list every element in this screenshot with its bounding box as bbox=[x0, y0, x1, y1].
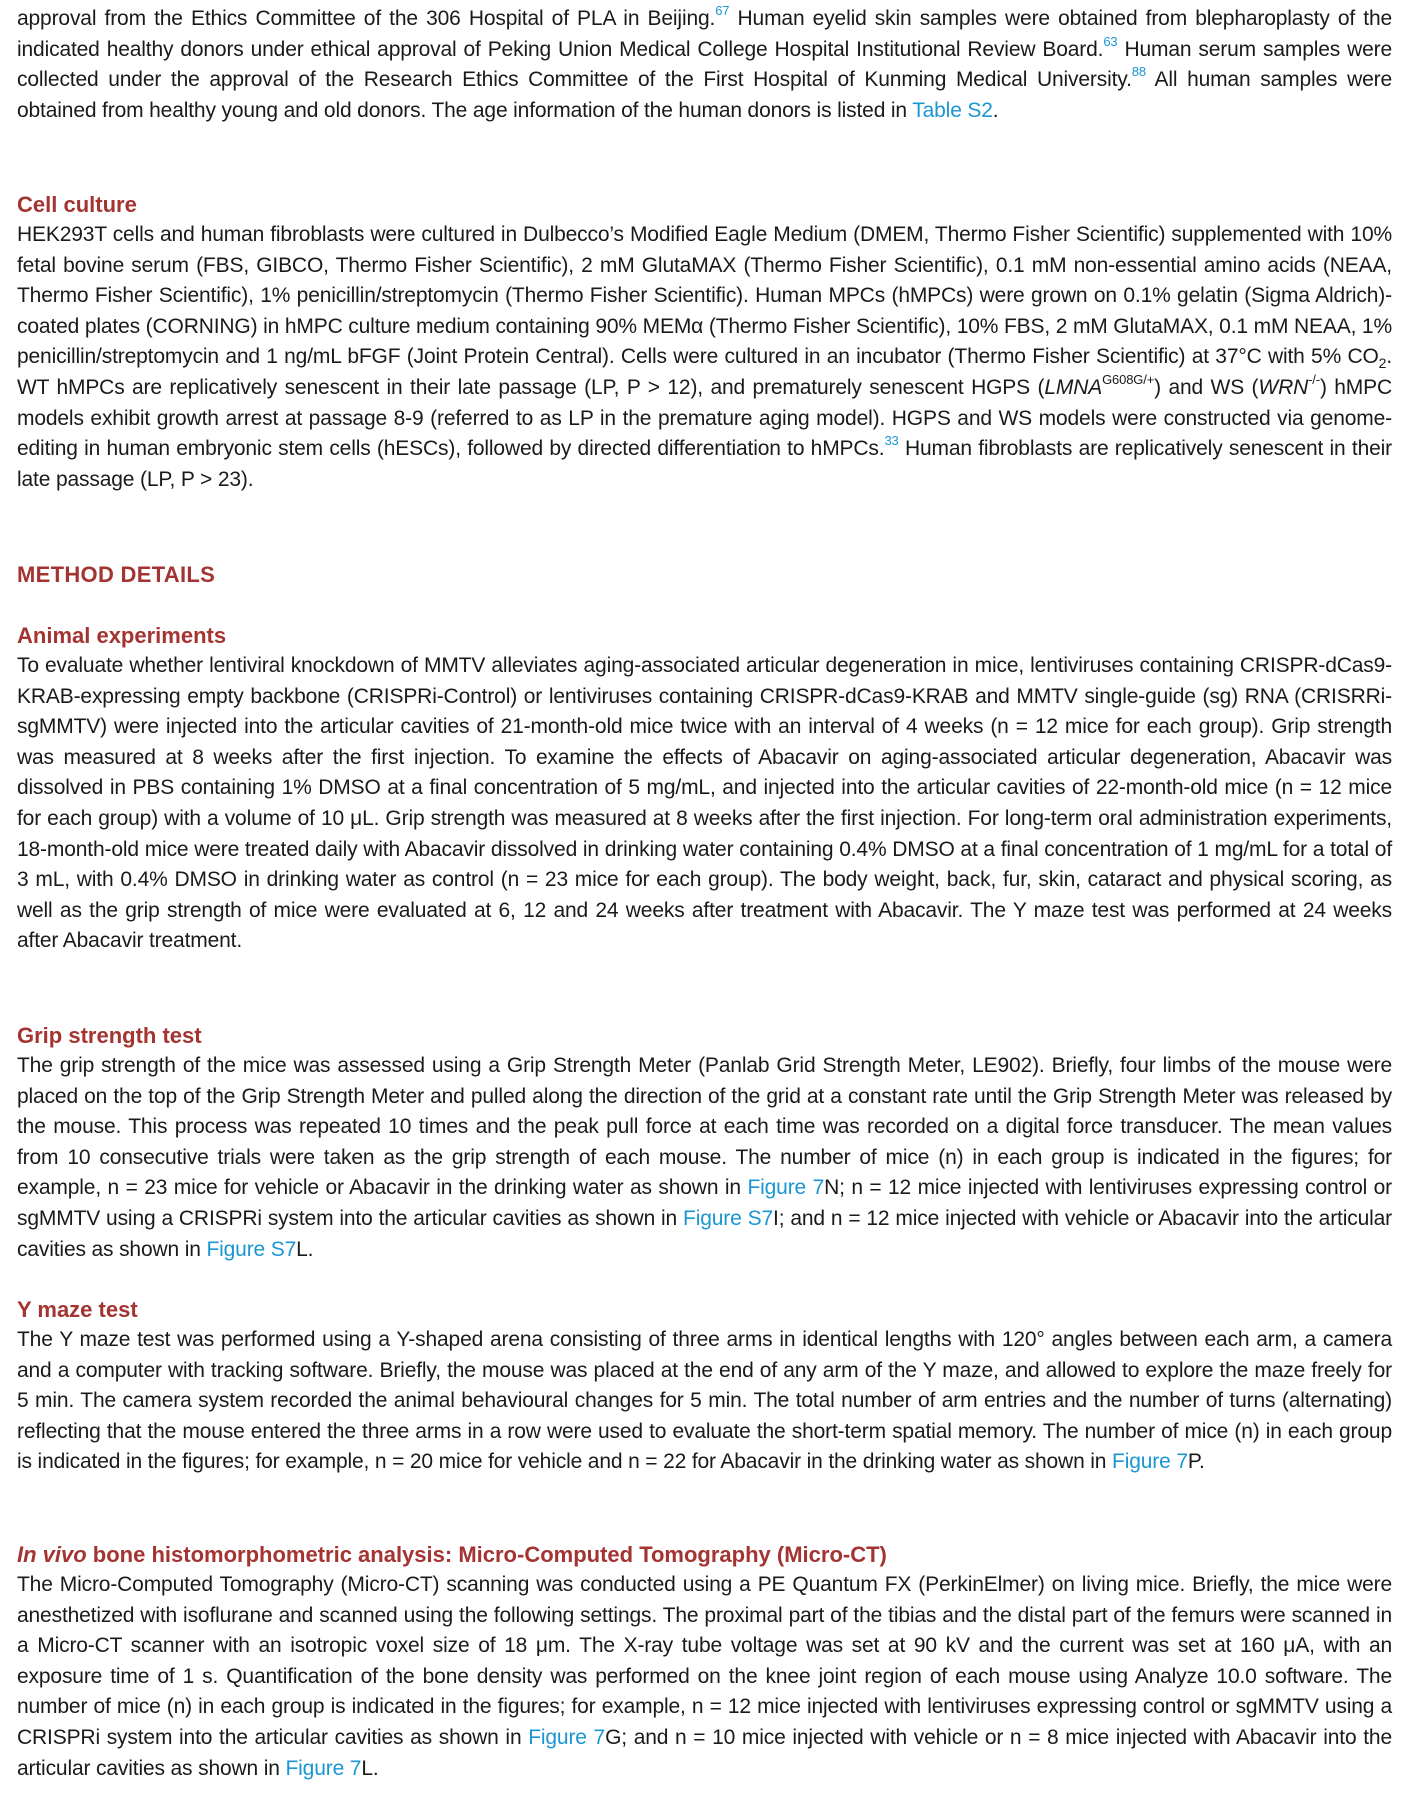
figure-s7-link[interactable]: Figure S7 bbox=[206, 1237, 297, 1261]
cell-culture-heading: Cell culture bbox=[17, 192, 137, 217]
table-s2-link[interactable]: Table S2 bbox=[912, 98, 993, 122]
animal-experiments-paragraph: To evaluate whether lentiviral knockdown of MMTV alleviates aging-associated articular degeneration in mice, lentiviruses containing CRISPR-dCas9-KRAB-expressing empty backbone (CRISPRi-Control) or lentiviruses containing CRISPR-dCas9-KRAB and MMTV single-guide (sg) RNA (CRISRRi-sgMMTV) were injected into the articular cavities of 21-month-old mice twice with an interval of 4 weeks (n = 12 mice for each group). Grip strength was measured at 8 weeks after the first injection. To examine the effects of Abacavir on aging-associated articular degeneration, Abacavir was dissolved in PBS containing 1% DMSO at a final concentration of 5 mg/mL, and injected into the articular cavities of 22-month-old mice (n = 12 mice for each group) with a volume of 10 μL. Grip strength was measured at 8 weeks after the first injection. For long-term oral administration experiments, 18-month-old mice were treated daily with Abacavir dissolved in drinking water containing 0.4% DMSO at a final concentration of 1 mg/mL for a total of 3 mL, with 0.4% DMSO in drinking water as control (n = 23 mice for each group). The body weight, back, fur, skin, cataract and physical scoring, as well as the grip strength of mice were evaluated at 6, 12 and 24 weeks after treatment with Abacavir. The Y maze test was performed at 24 weeks after Abacavir treatment. bbox=[17, 654, 1392, 953]
paragraph-text: P. bbox=[1187, 1450, 1205, 1474]
figure-7-link[interactable]: Figure 7 bbox=[747, 1176, 825, 1200]
intro-text: approval from the Ethics Committee of the 306 Hospital of PLA in Beijing. bbox=[17, 7, 716, 30]
paragraph-text: ) and WS ( bbox=[1154, 375, 1259, 399]
intro-paragraph bbox=[17, 4, 1392, 126]
y-maze-paragraph bbox=[17, 1325, 1392, 1478]
ref-superscript[interactable]: 63 bbox=[1103, 33, 1118, 49]
gene-name: LMNA bbox=[1044, 375, 1103, 399]
figure-s7-link[interactable]: Figure S7 bbox=[683, 1206, 774, 1230]
ref-superscript[interactable]: 33 bbox=[884, 433, 899, 449]
ref-superscript[interactable]: 67 bbox=[715, 3, 730, 18]
animal-experiments-heading: Animal experiments bbox=[17, 623, 227, 648]
paragraph-text: ) hMPC models exhibit growth arrest at passage 8-9 (referred to as LP in the premature aging model). HGPS and WS models were constructed via genome-editing in human embryonic stem cells (hESCs), followed by directed differentiation to hMPCs. bbox=[17, 375, 1393, 461]
method-details-heading: METHOD DETAILS bbox=[17, 562, 216, 587]
intro-text: All human samples were obtained from healthy young and old donors. The age information of the human donors is listed in bbox=[17, 68, 1392, 122]
intro-text: Human serum samples were collected under the approval of the Research Ethics Committee of the First Hospital of Kunming Medical University. bbox=[17, 37, 1393, 92]
paragraph-text: L. bbox=[361, 1756, 379, 1780]
paragraph-text: I; and n = 12 mice injected with vehicle or Abacavir into the articular cavities as shown in bbox=[17, 1206, 1393, 1261]
cell-culture-paragraph bbox=[17, 220, 1392, 495]
heading-text: bone histomorphometric analysis: Micro-Computed Tomography (Micro-CT) bbox=[86, 1542, 887, 1567]
gene-name: WRN bbox=[1258, 375, 1309, 399]
paragraph-text: L. bbox=[296, 1237, 314, 1261]
paragraph-text: The Y maze test was performed using a Y-shaped arena consisting of three arms in identical lengths with 120° angles between each arm, a camera and a computer with tracking software. Briefly, the mouse was placed at the end of any arm of the Y maze, and allowed to explore the maze freely for 5 min. The camera system recorded the animal behavioural changes for 5 min. The total number of arm entries and the number of turns (alternating) reflecting that the mouse entered the three arms in a row were used to evaluate the short-term spatial memory. The number of mice (n) in each group is indicated in the figures; for example, n = 20 mice for vehicle and n = 22 for Abacavir in the drinking water as shown in bbox=[17, 1328, 1392, 1474]
superscript: G608G/+ bbox=[1102, 371, 1155, 387]
grip-strength-heading: Grip strength test bbox=[17, 1023, 202, 1048]
figure-7-link[interactable]: Figure 7 bbox=[528, 1725, 606, 1749]
paragraph-text: The Micro-Computed Tomography (Micro-CT) scanning was conducted using a PE Quantum FX (PerkinElmer) on living mice. Briefly, the mice were anesthetized with isoflurane and scanned using the following settings. The proximal part of the tibias and the distal part of the femurs were scanned in a Micro-CT scanner with an isotropic voxel size of 18 μm. The X-ray tube voltage was set at 90 kV and the current was set at 160 μA, with an exposure time of 1 s. Quantification of the bone density was performed on the knee joint region of each mouse using Analyze 10.0 software. The number of mice (n) in each group is indicated in the figures; for example, n = 12 mice injected with lentiviruses expressing control or sgMMTV using a CRISPRi system into the articular cavities as shown in bbox=[17, 1573, 1392, 1749]
paragraph-text: Human fibroblasts are replicatively senescent in their late passage (LP, P > 23). bbox=[17, 437, 1393, 491]
paragraph-text: . WT hMPCs are replicatively senescent in their late passage (LP, P > 12), and prematurely senescent HGPS ( bbox=[17, 345, 1392, 399]
paragraph-text: The grip strength of the mice was assessed using a Grip Strength Meter (Panlab Grid Strength Meter, LE902). Briefly, four limbs of the mouse were placed on the top of the Grip Strength Meter and pulled along the direction of the grid at a constant rate until the Grip Strength Meter was released by the mouse. This process was repeated 10 times and the peak pull force at each time was recorded on a digital force transducer. The mean values from 10 consecutive trials were taken as the grip strength of each mouse. The number of mice (n) in each group is indicated in the figures; for example, n = 23 mice for vehicle or Abacavir in the drinking water as shown in bbox=[17, 1054, 1392, 1200]
micro-ct-heading bbox=[17, 1541, 1392, 1569]
figure-7-link[interactable]: Figure 7 bbox=[285, 1756, 362, 1780]
paragraph-text: G; and n = 10 mice injected with vehicle or n = 8 mice injected with Abacavir into the articular cavities as shown in bbox=[17, 1725, 1392, 1780]
heading-italic: In vivo bbox=[17, 1542, 87, 1567]
paragraph-text: N; n = 12 mice injected with lentiviruses expressing control or sgMMTV using a CRISPRi system into the articular cavities as shown in bbox=[17, 1176, 1392, 1230]
subscript: 2 bbox=[1378, 355, 1387, 372]
intro-text: . bbox=[992, 98, 999, 122]
y-maze-heading: Y maze test bbox=[17, 1297, 138, 1322]
ref-superscript[interactable]: 88 bbox=[1131, 64, 1146, 80]
micro-ct-paragraph bbox=[17, 1570, 1392, 1784]
grip-strength-paragraph bbox=[17, 1051, 1392, 1265]
figure-7-link[interactable]: Figure 7 bbox=[1112, 1450, 1188, 1474]
intro-text: Human eyelid skin samples were obtained from blepharoplasty of the indicated healthy donors under ethical approval of Peking Union Medical College Hospital Institutional Review Board. bbox=[17, 7, 1392, 61]
superscript: -/- bbox=[1308, 371, 1320, 387]
paragraph-text: HEK293T cells and human fibroblasts were cultured in Dulbecco’s Modified Eagle Medium (DMEM, Thermo Fisher Scientific) supplemented with 10% fetal bovine serum (FBS, GIBCO, Thermo Fisher Scientific), 2 mM GlutaMAX (Thermo Fisher Scientific), 0.1 mM non-essential amino acids (NEAA, Thermo Fisher Scientific), 1% penicillin/streptomycin (Thermo Fisher Scientific). Human MPCs (hMPCs) were grown on 0.1% gelatin (Sigma Aldrich)-coated plates (CORNING) in hMPC culture medium containing 90% MEMα (Thermo Fisher Scientific), 10% FBS, 2 mM GlutaMAX, 0.1 mM NEAA, 1% penicillin/streptomycin and 1 ng/mL bFGF (Joint Protein Central). Cells were cultured in an incubator (Thermo Fisher Scientific) at 37°C with 5% CO bbox=[17, 223, 1392, 369]
